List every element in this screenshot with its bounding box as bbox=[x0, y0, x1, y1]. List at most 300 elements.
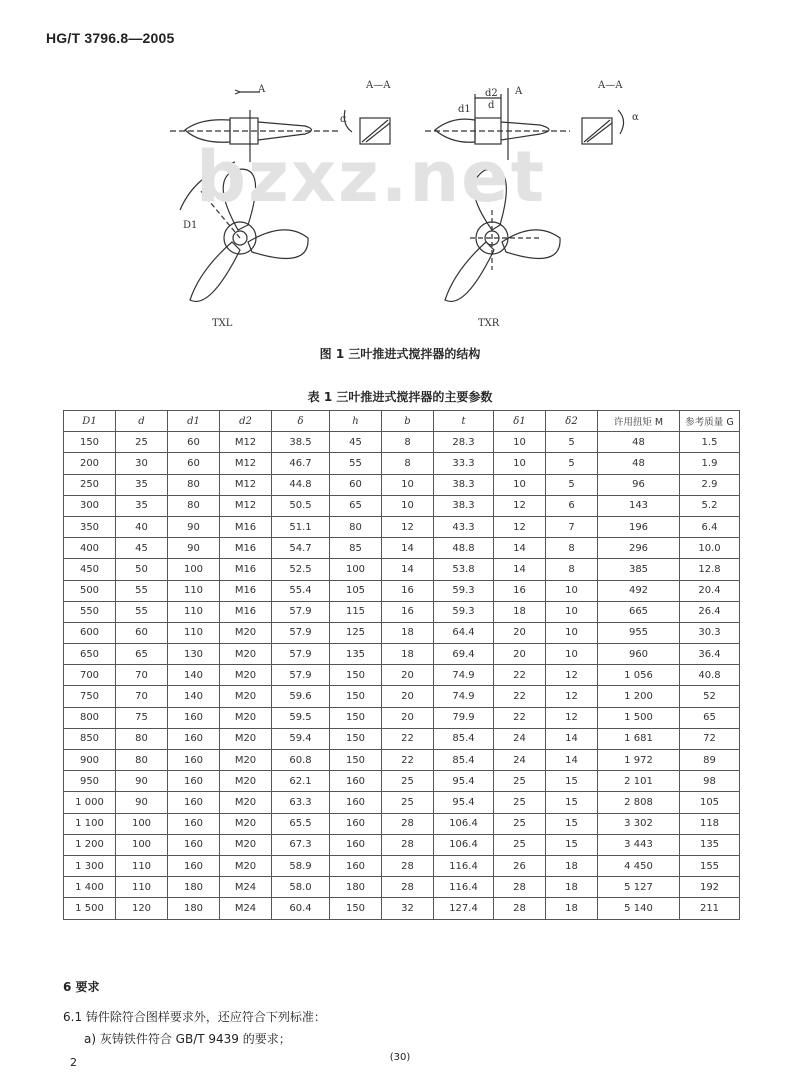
table-cell: 98 bbox=[680, 771, 740, 792]
table-cell: 80 bbox=[116, 750, 168, 771]
table-cell: 25 bbox=[494, 834, 546, 855]
table-cell: 85.4 bbox=[434, 750, 494, 771]
left-section-view bbox=[344, 110, 390, 144]
table-cell: 90 bbox=[116, 771, 168, 792]
table-cell: 20 bbox=[382, 686, 434, 707]
table-cell: 38.5 bbox=[272, 432, 330, 453]
table-cell: 70 bbox=[116, 686, 168, 707]
table-cell: 160 bbox=[330, 813, 382, 834]
table-cell: 116.4 bbox=[434, 877, 494, 898]
table-cell: 160 bbox=[168, 750, 220, 771]
table-cell: 135 bbox=[680, 834, 740, 855]
table-cell: 28 bbox=[382, 834, 434, 855]
table-cell: 100 bbox=[168, 559, 220, 580]
table-cell: 180 bbox=[330, 877, 382, 898]
table-cell: 160 bbox=[330, 834, 382, 855]
table-cell: M16 bbox=[220, 516, 272, 537]
table-cell: 74.9 bbox=[434, 665, 494, 686]
table-cell: 12 bbox=[494, 495, 546, 516]
table-cell: 8 bbox=[546, 538, 598, 559]
table-cell: 10 bbox=[546, 644, 598, 665]
table-cell: 80 bbox=[168, 474, 220, 495]
table-row bbox=[64, 432, 740, 453]
table-cell: 45 bbox=[116, 538, 168, 559]
table-cell: 5 bbox=[546, 453, 598, 474]
table-cell: 1.9 bbox=[680, 453, 740, 474]
table-cell: 8 bbox=[382, 432, 434, 453]
table-row bbox=[64, 728, 740, 749]
table-cell: 350 bbox=[64, 516, 116, 537]
table-cell: 70 bbox=[116, 665, 168, 686]
table-cell: 192 bbox=[680, 877, 740, 898]
table-cell: 800 bbox=[64, 707, 116, 728]
table-cell: M12 bbox=[220, 432, 272, 453]
table-cell: 600 bbox=[64, 622, 116, 643]
table-cell: 160 bbox=[330, 855, 382, 876]
table-cell: 16 bbox=[494, 580, 546, 601]
table-cell: 700 bbox=[64, 665, 116, 686]
table-cell: 110 bbox=[168, 580, 220, 601]
table-cell: 40 bbox=[116, 516, 168, 537]
table-cell: 59.6 bbox=[272, 686, 330, 707]
table-cell: 5 bbox=[546, 432, 598, 453]
table-cell: 63.3 bbox=[272, 792, 330, 813]
right-d-label: d bbox=[488, 100, 495, 111]
left-side-view bbox=[170, 90, 340, 162]
table-cell: 15 bbox=[546, 834, 598, 855]
table-cell: 28 bbox=[494, 898, 546, 919]
table-cell: 25 bbox=[494, 792, 546, 813]
column-header: δ bbox=[272, 411, 330, 432]
table-cell: 55 bbox=[116, 580, 168, 601]
table-cell: 65 bbox=[330, 495, 382, 516]
table-cell: 36.4 bbox=[680, 644, 740, 665]
table-cell: 25 bbox=[382, 792, 434, 813]
table-cell: 100 bbox=[116, 834, 168, 855]
table-cell: 1 681 bbox=[598, 728, 680, 749]
table-cell: 2 808 bbox=[598, 792, 680, 813]
table-cell: 28.3 bbox=[434, 432, 494, 453]
table-cell: 18 bbox=[382, 644, 434, 665]
table-row bbox=[64, 686, 740, 707]
table-cell: 400 bbox=[64, 538, 116, 559]
section-6-1: 6.1 铸件除符合图样要求外，还应符合下列标准： bbox=[63, 1010, 326, 1024]
table-cell: 69.4 bbox=[434, 644, 494, 665]
table-cell: 67.3 bbox=[272, 834, 330, 855]
table-cell: M24 bbox=[220, 898, 272, 919]
table-cell: 65.5 bbox=[272, 813, 330, 834]
table-cell: 1 972 bbox=[598, 750, 680, 771]
standard-code: HG/T 3796.8—2005 bbox=[46, 30, 175, 46]
table-cell: 65 bbox=[116, 644, 168, 665]
table-cell: 135 bbox=[330, 644, 382, 665]
table-cell: 160 bbox=[168, 728, 220, 749]
right-blade-top-view bbox=[445, 169, 560, 301]
table-cell: 20.4 bbox=[680, 580, 740, 601]
table-cell: 5 140 bbox=[598, 898, 680, 919]
table-cell: 1 056 bbox=[598, 665, 680, 686]
table-cell: 95.4 bbox=[434, 771, 494, 792]
table-cell: 53.8 bbox=[434, 559, 494, 580]
table-cell: 110 bbox=[168, 601, 220, 622]
table-row bbox=[64, 580, 740, 601]
stirrer-structure-drawing bbox=[140, 70, 660, 340]
table-cell: 492 bbox=[598, 580, 680, 601]
column-header: b bbox=[382, 411, 434, 432]
table-cell: 1.5 bbox=[680, 432, 740, 453]
table-cell: 28 bbox=[382, 813, 434, 834]
table-cell: 85 bbox=[330, 538, 382, 559]
table-cell: 55.4 bbox=[272, 580, 330, 601]
column-header: δ1 bbox=[494, 411, 546, 432]
table-cell: 1 200 bbox=[64, 834, 116, 855]
table-cell: 50.5 bbox=[272, 495, 330, 516]
table-cell: 15 bbox=[546, 771, 598, 792]
table-cell: 1 500 bbox=[64, 898, 116, 919]
column-header: 参考质量 G bbox=[680, 411, 740, 432]
table-cell: 25 bbox=[494, 771, 546, 792]
table-cell: M20 bbox=[220, 834, 272, 855]
table-cell: 24 bbox=[494, 750, 546, 771]
table-cell: 38.3 bbox=[434, 474, 494, 495]
table-cell: 43.3 bbox=[434, 516, 494, 537]
table-cell: 106.4 bbox=[434, 813, 494, 834]
table-cell: 14 bbox=[546, 750, 598, 771]
table-row bbox=[64, 644, 740, 665]
table-cell: 60.8 bbox=[272, 750, 330, 771]
table-cell: 750 bbox=[64, 686, 116, 707]
table-row bbox=[64, 792, 740, 813]
table-cell: 90 bbox=[168, 538, 220, 559]
table-cell: 52.5 bbox=[272, 559, 330, 580]
table-cell: 38.3 bbox=[434, 495, 494, 516]
table-cell: 57.9 bbox=[272, 644, 330, 665]
column-header: δ2 bbox=[546, 411, 598, 432]
table-cell: M20 bbox=[220, 622, 272, 643]
table-cell: M20 bbox=[220, 855, 272, 876]
table-cell: M16 bbox=[220, 538, 272, 559]
table-cell: 110 bbox=[116, 877, 168, 898]
table-cell: 1 400 bbox=[64, 877, 116, 898]
table-cell: 12 bbox=[494, 516, 546, 537]
right-section-label: A—A bbox=[598, 80, 623, 91]
table-cell: 59.3 bbox=[434, 580, 494, 601]
table-cell: 450 bbox=[64, 559, 116, 580]
table-caption: 表 1 三叶推进式搅拌器的主要参数 bbox=[307, 390, 493, 404]
table-cell: 16 bbox=[382, 580, 434, 601]
table-cell: 5 bbox=[546, 474, 598, 495]
table-cell: M20 bbox=[220, 813, 272, 834]
table-cell: 65 bbox=[680, 707, 740, 728]
table-cell: 2 101 bbox=[598, 771, 680, 792]
table-cell: 180 bbox=[168, 877, 220, 898]
right-alpha-label: α bbox=[632, 112, 639, 123]
table-cell: 106.4 bbox=[434, 834, 494, 855]
table-cell: M20 bbox=[220, 792, 272, 813]
table-cell: M20 bbox=[220, 707, 272, 728]
table-cell: 95.4 bbox=[434, 792, 494, 813]
table-cell: 1 500 bbox=[598, 707, 680, 728]
table-row bbox=[64, 516, 740, 537]
table-cell: 26 bbox=[494, 855, 546, 876]
table-cell: 150 bbox=[330, 898, 382, 919]
table-cell: 955 bbox=[598, 622, 680, 643]
table-row bbox=[64, 877, 740, 898]
table-cell: 160 bbox=[168, 813, 220, 834]
table-cell: M20 bbox=[220, 665, 272, 686]
table-cell: 296 bbox=[598, 538, 680, 559]
table-cell: 3 302 bbox=[598, 813, 680, 834]
table-cell: 25 bbox=[494, 813, 546, 834]
table-cell: M16 bbox=[220, 601, 272, 622]
table-cell: 110 bbox=[168, 622, 220, 643]
table-cell: M12 bbox=[220, 453, 272, 474]
table-row bbox=[64, 559, 740, 580]
table-cell: M16 bbox=[220, 580, 272, 601]
column-header: D1 bbox=[64, 411, 116, 432]
table-cell: 160 bbox=[168, 792, 220, 813]
table-cell: 14 bbox=[382, 559, 434, 580]
table-cell: 10 bbox=[494, 432, 546, 453]
table-cell: 2.9 bbox=[680, 474, 740, 495]
left-alpha-label: α bbox=[340, 114, 347, 125]
table-cell: 28 bbox=[382, 855, 434, 876]
table-cell: 6.4 bbox=[680, 516, 740, 537]
column-header: 许用扭矩 M bbox=[598, 411, 680, 432]
table-row bbox=[64, 750, 740, 771]
table-cell: 59.5 bbox=[272, 707, 330, 728]
table-cell: 18 bbox=[546, 877, 598, 898]
table-cell: 15 bbox=[546, 792, 598, 813]
table-cell: 57.9 bbox=[272, 601, 330, 622]
table-cell: 28 bbox=[494, 877, 546, 898]
table-cell: 10 bbox=[546, 580, 598, 601]
table-cell: 28 bbox=[382, 877, 434, 898]
column-header: d bbox=[116, 411, 168, 432]
table-cell: 8 bbox=[546, 559, 598, 580]
table-cell: 72 bbox=[680, 728, 740, 749]
table-cell: 18 bbox=[546, 855, 598, 876]
table-row bbox=[64, 474, 740, 495]
table-cell: 160 bbox=[168, 707, 220, 728]
table-cell: 100 bbox=[116, 813, 168, 834]
table-row bbox=[64, 453, 740, 474]
left-arrow-label: A bbox=[258, 84, 266, 95]
table-cell: 30 bbox=[116, 453, 168, 474]
table-cell: 80 bbox=[330, 516, 382, 537]
table-cell: 5 127 bbox=[598, 877, 680, 898]
right-variant-label: TXR bbox=[478, 318, 500, 329]
table-cell: 1 200 bbox=[598, 686, 680, 707]
table-cell: M20 bbox=[220, 728, 272, 749]
page-number: 2 bbox=[70, 1056, 77, 1069]
table-row bbox=[64, 622, 740, 643]
table-cell: M20 bbox=[220, 771, 272, 792]
table-cell: 32 bbox=[382, 898, 434, 919]
table-cell: 160 bbox=[168, 834, 220, 855]
table-cell: 33.3 bbox=[434, 453, 494, 474]
table-cell: 105 bbox=[330, 580, 382, 601]
table-cell: 16 bbox=[382, 601, 434, 622]
table-cell: 20 bbox=[382, 707, 434, 728]
table-cell: M20 bbox=[220, 686, 272, 707]
table-cell: 48 bbox=[598, 432, 680, 453]
table-cell: 14 bbox=[382, 538, 434, 559]
table-cell: 24 bbox=[494, 728, 546, 749]
table-row bbox=[64, 495, 740, 516]
table-cell: 7 bbox=[546, 516, 598, 537]
table-cell: 60 bbox=[330, 474, 382, 495]
table-cell: 80 bbox=[116, 728, 168, 749]
table-row bbox=[64, 538, 740, 559]
section-6-title: 6 要求 bbox=[63, 980, 100, 994]
page-center-number: (30) bbox=[389, 1052, 411, 1063]
table-cell: 58.9 bbox=[272, 855, 330, 876]
table-cell: 22 bbox=[382, 750, 434, 771]
table-cell: 30.3 bbox=[680, 622, 740, 643]
table-cell: 500 bbox=[64, 580, 116, 601]
table-cell: 160 bbox=[168, 771, 220, 792]
table-cell: 57.9 bbox=[272, 622, 330, 643]
figure-caption: 图 1 三叶推进式搅拌器的结构 bbox=[319, 347, 481, 361]
table-cell: 650 bbox=[64, 644, 116, 665]
table-cell: 160 bbox=[330, 792, 382, 813]
left-blade-top-view bbox=[180, 162, 308, 301]
table-cell: 44.8 bbox=[272, 474, 330, 495]
table-cell: 950 bbox=[64, 771, 116, 792]
table-cell: 55 bbox=[116, 601, 168, 622]
table-cell: 250 bbox=[64, 474, 116, 495]
table-cell: 12.8 bbox=[680, 559, 740, 580]
table-cell: 26.4 bbox=[680, 601, 740, 622]
right-section-view bbox=[582, 110, 624, 144]
column-header: d1 bbox=[168, 411, 220, 432]
table-cell: 48 bbox=[598, 453, 680, 474]
left-variant-label: TXL bbox=[212, 318, 233, 329]
table-cell: 79.9 bbox=[434, 707, 494, 728]
table-cell: 130 bbox=[168, 644, 220, 665]
table-cell: 150 bbox=[330, 750, 382, 771]
parameters-table bbox=[63, 410, 740, 920]
table-cell: 150 bbox=[64, 432, 116, 453]
table-cell: 115 bbox=[330, 601, 382, 622]
column-header: t bbox=[434, 411, 494, 432]
table-cell: 900 bbox=[64, 750, 116, 771]
table-cell: 89 bbox=[680, 750, 740, 771]
column-header: h bbox=[330, 411, 382, 432]
column-header: d2 bbox=[220, 411, 272, 432]
table-cell: 10.0 bbox=[680, 538, 740, 559]
right-arrow-label: A bbox=[515, 86, 523, 97]
table-cell: 150 bbox=[330, 665, 382, 686]
table-cell: 64.4 bbox=[434, 622, 494, 643]
table-cell: 155 bbox=[680, 855, 740, 876]
table-cell: 150 bbox=[330, 707, 382, 728]
watermark: bzxz.net bbox=[196, 136, 547, 218]
table-cell: 59.3 bbox=[434, 601, 494, 622]
table-row bbox=[64, 855, 740, 876]
table-cell: 57.9 bbox=[272, 665, 330, 686]
section-6-1-a: a) 灰铸铁件符合 GB/T 9439 的要求； bbox=[84, 1032, 291, 1046]
table-cell: M12 bbox=[220, 495, 272, 516]
table-cell: 180 bbox=[168, 898, 220, 919]
table-cell: 18 bbox=[382, 622, 434, 643]
table-cell: 127.4 bbox=[434, 898, 494, 919]
table-cell: 80 bbox=[168, 495, 220, 516]
table-cell: 62.1 bbox=[272, 771, 330, 792]
table-cell: 14 bbox=[494, 559, 546, 580]
table-cell: 50 bbox=[116, 559, 168, 580]
table-cell: 150 bbox=[330, 728, 382, 749]
table-cell: 385 bbox=[598, 559, 680, 580]
table-cell: 60.4 bbox=[272, 898, 330, 919]
table-cell: 48.8 bbox=[434, 538, 494, 559]
table-cell: 46.7 bbox=[272, 453, 330, 474]
table-cell: 75 bbox=[116, 707, 168, 728]
table-cell: 1 100 bbox=[64, 813, 116, 834]
table-row bbox=[64, 834, 740, 855]
table-cell: 5.2 bbox=[680, 495, 740, 516]
table-cell: 45 bbox=[330, 432, 382, 453]
table-cell: 665 bbox=[598, 601, 680, 622]
table-cell: 196 bbox=[598, 516, 680, 537]
table-cell: 10 bbox=[546, 601, 598, 622]
table-cell: 12 bbox=[546, 686, 598, 707]
table-cell: 20 bbox=[494, 622, 546, 643]
table-cell: 18 bbox=[546, 898, 598, 919]
table-cell: 10 bbox=[546, 622, 598, 643]
table-body bbox=[64, 432, 740, 919]
table-cell: 22 bbox=[494, 686, 546, 707]
table-row bbox=[64, 771, 740, 792]
table-cell: 8 bbox=[382, 453, 434, 474]
table-cell: 60 bbox=[168, 453, 220, 474]
table-cell: 59.4 bbox=[272, 728, 330, 749]
table-cell: 4 450 bbox=[598, 855, 680, 876]
table-cell: 18 bbox=[494, 601, 546, 622]
table-cell: 150 bbox=[330, 686, 382, 707]
table-cell: 35 bbox=[116, 495, 168, 516]
table-cell: 160 bbox=[330, 771, 382, 792]
table-cell: 300 bbox=[64, 495, 116, 516]
table-cell: M24 bbox=[220, 877, 272, 898]
table-cell: 140 bbox=[168, 686, 220, 707]
right-d2-label: d2 bbox=[485, 88, 498, 99]
table-cell: 12 bbox=[546, 707, 598, 728]
table-cell: 10 bbox=[494, 474, 546, 495]
table-cell: 22 bbox=[494, 707, 546, 728]
table-cell: 160 bbox=[168, 855, 220, 876]
table-row bbox=[64, 665, 740, 686]
table-cell: M16 bbox=[220, 559, 272, 580]
table-cell: 35 bbox=[116, 474, 168, 495]
left-diameter-label: D1 bbox=[183, 220, 198, 231]
table-cell: 120 bbox=[116, 898, 168, 919]
table-cell: 1 300 bbox=[64, 855, 116, 876]
table-cell: 90 bbox=[116, 792, 168, 813]
table-cell: 12 bbox=[546, 665, 598, 686]
table-cell: 52 bbox=[680, 686, 740, 707]
table-row bbox=[64, 601, 740, 622]
table-cell: 6 bbox=[546, 495, 598, 516]
table-cell: 100 bbox=[330, 559, 382, 580]
table-cell: 211 bbox=[680, 898, 740, 919]
table-cell: 143 bbox=[598, 495, 680, 516]
table-cell: 60 bbox=[168, 432, 220, 453]
table-cell: 60 bbox=[116, 622, 168, 643]
table-cell: 140 bbox=[168, 665, 220, 686]
table-cell: 12 bbox=[382, 516, 434, 537]
